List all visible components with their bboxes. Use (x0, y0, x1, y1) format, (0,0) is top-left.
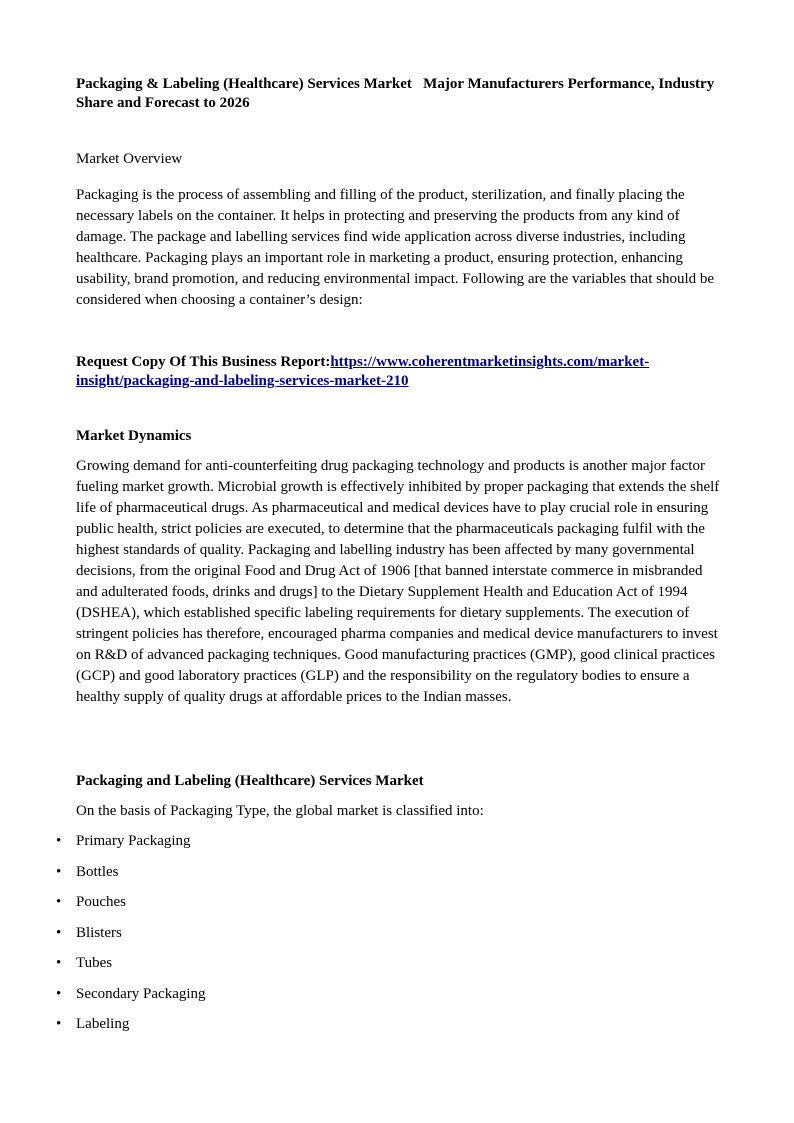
list-item (0, 862, 794, 893)
bullet-icon: • (56, 863, 62, 880)
market-dynamics-paragraph: Growing demand for anti-counterfeiting drug packaging technology and products is another major factor fueling market growth. Microbial growth is effectively inhibited by proper packaging that extends the shelf life of pharmaceutical drugs. As pharmaceutical and medical devices have to play crucial role in ensuring public health, strict policies are executed, to determine that the pharmaceuticals packaging fulfil with the highest standards of quality. Packaging and labelling industry has been affected by many governmental decisions, from the original Food and Drug Act of 1906 [that banned interstate commerce in misbranded and adulterated foods, drinks and drugs] to the Dietary Supplement Health and Education Act of 1994 (DSHEA), which established specific labeling requirements for dietary supplements. The execution of stringent policies has therefore, encouraged pharma companies and medical device manufacturers to invest on R&D of advanced packaging techniques. Good manufacturing practices (GMP), good clinical practices (GCP) and good laboratory practices (GLP) and the responsibility on the regulatory bodies to ensure a healthy supply of quality drugs at affordable prices to the Indian masses. (76, 458, 720, 705)
list-item-label: Tubes (76, 955, 113, 971)
bullet-icon: • (56, 1016, 62, 1032)
document-title: Packaging & Labeling (Healthcare) Services Market Major Manufacturers Performance, Industry Share and Forecast to 2026 (76, 76, 718, 111)
list-item-label: Blisters (76, 924, 122, 941)
list-item (0, 831, 794, 862)
request-copy-line (76, 353, 726, 391)
list-item (0, 953, 794, 984)
bullet-icon: • (56, 955, 62, 971)
segmentation-heading: Packaging and Labeling (Healthcare) Services Market (76, 773, 424, 789)
list-item (0, 923, 794, 954)
list-item-label: Primary Packaging (76, 833, 191, 849)
list-item-label: Labeling (76, 1016, 130, 1032)
packaging-type-list (0, 831, 794, 1045)
bullet-icon: • (56, 924, 62, 941)
list-item (0, 1014, 794, 1045)
market-dynamics-heading: Market Dynamics (76, 428, 192, 444)
list-item (0, 892, 794, 923)
market-overview-paragraph: Packaging is the process of assembling and filling of the product, sterilization, and finally placing the necessary labels on the container. It helps in protecting and preserving the products from any kind of damage. The package and labelling services find wide application across diverse industries, including healthcare. Packaging plays an important role in marketing a product, ensuring protection, enhancing usability, brand promotion, and reducing environmental impact. Following are the variables that should be considered when choosing a container’s design: (76, 187, 715, 308)
market-overview-heading: Market Overview (76, 151, 183, 167)
bullet-icon: • (56, 894, 62, 910)
list-item-label: Bottles (76, 863, 119, 880)
report-link[interactable]: https://www.coherentmarketinsights.com/market-insight/packaging-and-labeling-services-market-210 (76, 354, 650, 389)
bullet-icon: • (56, 985, 62, 1002)
list-item-label: Pouches (76, 894, 126, 910)
request-copy-label: Request Copy Of This Business Report: (76, 354, 331, 370)
segmentation-intro: On the basis of Packaging Type, the global market is classified into: (76, 803, 484, 819)
list-item (0, 984, 794, 1015)
list-item-label: Secondary Packaging (76, 985, 206, 1002)
bullet-icon: • (56, 833, 62, 849)
